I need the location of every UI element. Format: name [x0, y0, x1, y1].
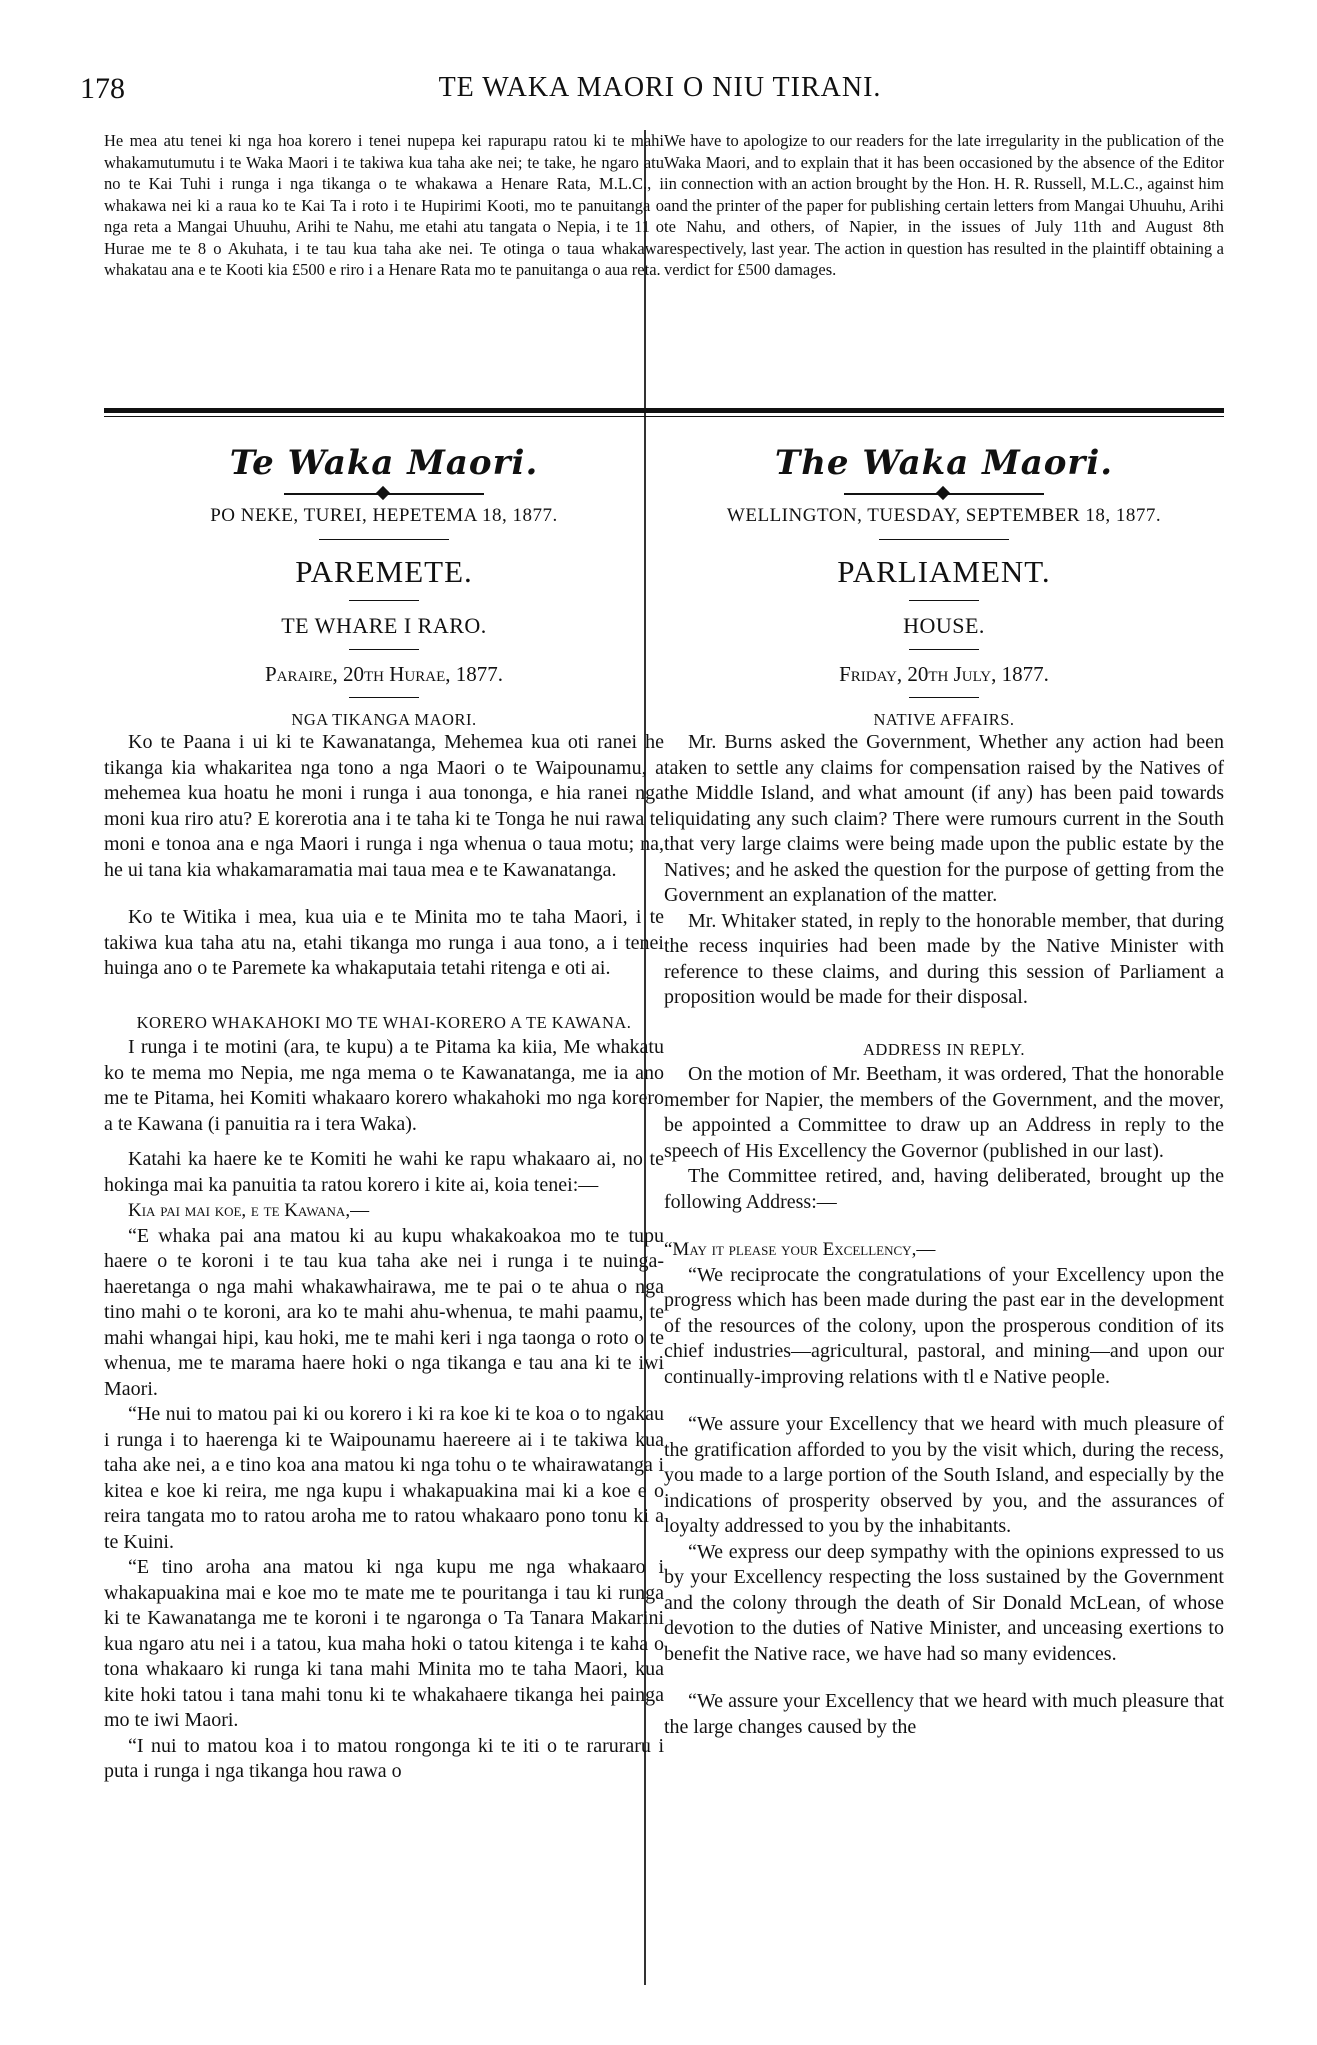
section-title-english: PARLIAMENT.: [837, 554, 1051, 589]
ornament-divider: [284, 487, 484, 501]
masthead-rule-thick: [664, 408, 1224, 413]
paragraph: “E tino aroha ana matou ki nga kupu me nga whakaaro i whakapuakina mai e koe mo te mate me te pouritanga i tau ki runga ki te Kawanatanga me te koroni i te ngaronga o Ta Tanara Makarini kua ngaro atu nei i a tatou, kua maha hoki o tatou kitenga i te kaha o tona whakaaro ki runga ki tana mahi Minita mo te taha Maori, kua kite hoki tatou i tana mahi tonu ki te whakahaere tikanga hei painga mo te iwi Maori.: [104, 1556, 664, 1731]
dateline-maori: PO NEKE, TUREI, HEPETEMA 18, 1877.: [210, 505, 558, 526]
sitting-date-maori: Paraire, 20th Hurae, 1877.: [264, 662, 503, 686]
rule: [909, 600, 979, 601]
salutation: Kia pai mai koe, e te Kawana,—: [128, 1200, 370, 1221]
paragraph: “He nui to matou pai ki ou korero i ki ra koe ki te koa o to ngakau i runga i to haerenga ki te Waipounamu haereere ai i te takiwa kua taha ake nei, a e tino koa ana matou ki nga tohu o te whairawatanga i kitea e koe ki reira, me nga kupu i whakapuakina mai ki a koe e o reira tangata mo to ratou aroha me to ratou whakaaro pono tonu ki a te Kuini.: [104, 1403, 664, 1553]
rule: [349, 600, 419, 601]
section-title-maori: PAREMETE.: [295, 554, 473, 589]
maori-column: [104, 130, 664, 1785]
dateline-english: WELLINGTON, TUESDAY, SEPTEMBER 18, 1877.: [726, 505, 1162, 526]
salutation: “May it please your Excellency,—: [664, 1239, 936, 1260]
paragraph: On the motion of Mr. Beetham, it was ordered, That the honorable member for Napier, the members of the Government, and the mover, be appointed a Committee to draw up an Address in reply to the speech of His Excellency the Governor (published in our last).: [664, 1063, 1224, 1162]
page-number: 178: [80, 72, 125, 105]
article-body-english: [664, 730, 1224, 1740]
running-title: TE WAKA MAORI O NIU TIRANI.: [438, 72, 882, 103]
masthead-rule-thick: [104, 408, 664, 413]
paragraph: Mr. Whitaker stated, in reply to the honorable member, that during the recess inquiries had been made by the Native Minister with reference to these claims, and during this session of Parliament a proposition would be made for their disposal.: [664, 909, 1224, 1008]
paragraph: Mr. Burns asked the Government, Whether any action had been taken to settle any claims for compensation raised by the Natives of the Middle Island, and what amount (if any) has been paid towards liquidating any such claim? There were rumours current in the South that very large claims were being made upon the public estate by the Natives; and he asked the question for the purpose of getting from the Government an explanation of the matter.: [664, 731, 1224, 906]
ornament-divider: [844, 487, 1044, 501]
masthead-maori: Te Waka Maori.: [229, 443, 539, 483]
rule: [319, 539, 449, 540]
paragraph: Ko te Paana i ui ki te Kawanatanga, Mehemea kua oti ranei he tikanga kia whakaritea nga tono a nga Maori o te Waipounamu, a mehemea kua hoatu he moni i runga i aua tononga, e hia ranei nga moni kua riro atu? E korerotia ana i te taha ki te Tonga he nui rawa te moni e tonoa ana e nga Maori i runga i nga whenua o taua motu; na, he ui tana kia whakamaramatia mai taua mea e te Kawanatanga.: [104, 731, 664, 881]
rule: [909, 649, 979, 650]
paragraph: “We express our deep sympathy with the opinions expressed to us by your Excellency respecting the loss sustained by the Government and the colony through the death of Sir Donald McLean, of whose devotion to the duties of Native Minister, and unceasing exertions to benefit the Native race, we have had so many evidences.: [664, 1540, 1224, 1665]
article-body-maori: [104, 730, 664, 1785]
subsection-heading: NATIVE AFFAIRS.: [873, 710, 1015, 729]
rule: [879, 539, 1009, 540]
paragraph: “We assure your Excellency that we heard with much pleasure that the large changes caused by the: [664, 1690, 1224, 1738]
subsection-heading: ADDRESS IN REPLY.: [863, 1039, 1025, 1059]
notice-maori: He mea atu tenei ki nga hoa korero i tenei nupepa kei rapurapu ratou ki te mahi whakamutumutu i te Waka Maori i te takiwa kua taha ake nei; te take, he ngaro atu no te Kai Tuhi i runga i nga tikanga o te whakawa a Henare Rata, M.L.C., i whakawa nei ki a raua ko te Kai Ta i roto i te Hupirimi Kooti, mo te panuitanga o nga reta a Mangai Uhuuhu, Arihi te Nahu, me etahi atu tangata o Nepia, i te 11 o Hurae me te 8 o Akuhata, i te tau kua taha ake nei. Te otinga o taua whakawa whakatau ana e te Kooti kia £500 e riro i a Henare Rata mo te panuitanga o aua reta.: [104, 131, 664, 279]
paragraph: “We reciprocate the congratulations of your Excellency upon the progress which has been made during the past ear in the development of the resources of the colony, upon the prosperous condition of its chief industries—agricultural, pastoral, and mining—and upon our continually-improving relations with tl e Native people.: [664, 1263, 1224, 1388]
paragraph: Ko te Witika i mea, kua uia e te Minita mo te taha Maori, i te takiwa kua taha atu na, etahi tikanga mo runga i aua tono, a i tenei huinga ano o te Paremete ka whakaputaia tetahi ritenga e oti ai.: [104, 906, 664, 979]
sitting-date-english: Friday, 20th July, 1877.: [839, 662, 1049, 686]
paragraph: I runga i te motini (ara, te kupu) a te Pitama ka kiia, Me whakatu ko te mema mo Nepia, me nga mema o te Kawanatanga, me ia ano me te Pitama, hei Komiti whakaaro korero whakahoki mo nga korero a te Kawana (i panuitia ra i tera Waka).: [104, 1036, 664, 1135]
masthead-rule-thin: [664, 416, 1224, 417]
paragraph: The Committee retired, and, having deliberated, brought up the following Address:—: [664, 1165, 1224, 1213]
house-heading-maori: TE WHARE I RARO.: [281, 613, 487, 638]
subsection-heading: NGA TIKANGA MAORI.: [291, 710, 477, 729]
paragraph: “We assure your Excellency that we heard with much pleasure of the gratification afforded to you by the visit which, during the recess, you made to a large portion of the South Island, and especially by the indications of prosperity observed by you, and the assurances of loyalty addressed to you by the inhabitants.: [664, 1413, 1224, 1537]
paragraph: “E whaka pai ana matou ki au kupu whakakoakoa mo te tupu haere o te koroni i te tau kua taha ake nei i runga i te nuinga-haeretanga o nga mahi whakawhairawa, me te pai o te ahua o nga tino mahi o te koroni, ara ko te mahi ahu-whenua, te mahi paamu, te mahi whangai hipi, kau hoki, me te mahi keri i nga taonga o roto o te whenua, me te marama haere hoki o nga tikanga e tau ana ki te iwi Maori.: [104, 1224, 664, 1400]
masthead-english: The Waka Maori.: [774, 443, 1114, 483]
rule: [349, 697, 419, 698]
english-column: [664, 130, 1224, 1740]
paragraph: Katahi ka haere ke te Komiti he wahi ke rapu whakaaro ai, no te hokinga mai ka panuitia ta ratou korero i kite ai, koia tenei:—: [104, 1148, 664, 1196]
paragraph: “I nui to matou koa i to matou rongonga ki te iti o te raruraru i puta i runga i nga tikanga hou rawa o: [104, 1734, 664, 1782]
rule: [909, 697, 979, 698]
page-header: [80, 72, 1240, 112]
masthead-rule-thin: [104, 416, 664, 417]
notice-english: We have to apologize to our readers for the late irregularity in the publication of the Waka Maori, and to explain that it has been occasioned by the absence of the Editor in connection with an action brought by the Hon. H. R. Russell, M.L.C., against him and the printer of the paper for publishing certain letters from Mangai Uhuuhu, Arihi te Nahu, and others, of Napier, in the issues of July 11th and August 8th respectively, last year. The action in question has resulted in the plaintiff obtaining a verdict for £500 damages.: [664, 131, 1224, 279]
house-heading-english: HOUSE.: [903, 613, 985, 638]
rule: [349, 649, 419, 650]
subsection-heading: KORERO WHAKAHOKI MO TE WHAI-KORERO A TE KAWANA.: [136, 1012, 632, 1032]
